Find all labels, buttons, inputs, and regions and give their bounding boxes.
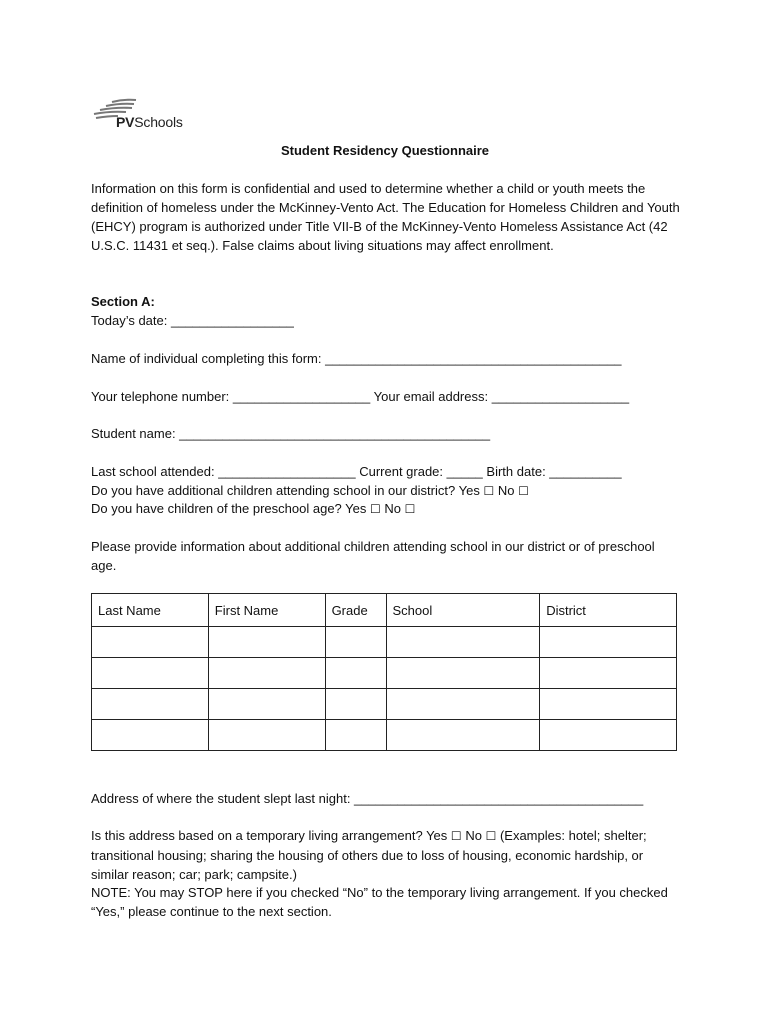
column-header-last-name: Last Name (92, 594, 209, 627)
school-info-line (91, 462, 691, 481)
no-checkbox[interactable]: ☐ (485, 829, 497, 843)
table-row (92, 627, 677, 658)
table-cell[interactable] (386, 689, 540, 720)
table-cell[interactable] (325, 720, 386, 751)
table-cell[interactable] (92, 689, 209, 720)
yes-option[interactable]: Yes ☐ (458, 483, 495, 498)
todays-date-field[interactable]: Today’s date: _________________ (91, 313, 294, 328)
pvschools-logo (92, 98, 192, 132)
section-a-heading: Section A: (91, 294, 155, 309)
yes-checkbox[interactable]: ☐ (483, 484, 495, 498)
last-school-field[interactable]: Last school attended: ___________________ (91, 464, 356, 479)
table-cell[interactable] (208, 658, 325, 689)
logo-text: PVSchools (116, 114, 183, 130)
preschool-question (91, 499, 691, 519)
table-row (92, 720, 677, 751)
additional-children-question (91, 481, 691, 501)
current-grade-field[interactable]: Current grade: _____ (359, 464, 483, 479)
no-option[interactable]: No ☐ (465, 828, 497, 843)
table-cell[interactable] (540, 658, 677, 689)
table-cell[interactable] (208, 689, 325, 720)
table-cell[interactable] (208, 627, 325, 658)
additional-children-table (91, 593, 677, 751)
table-cell[interactable] (540, 627, 677, 658)
student-name-field[interactable]: Student name: ___________________________________________ (91, 426, 491, 441)
table-intro: Please provide information about additional children attending school in our district or of preschool age. (91, 539, 655, 573)
column-header-first-name: First Name (208, 594, 325, 627)
no-checkbox[interactable]: ☐ (518, 484, 529, 498)
phone-field[interactable]: Your telephone number: ___________________ (91, 389, 371, 404)
yes-checkbox[interactable]: ☐ (450, 829, 462, 843)
table-cell[interactable] (540, 720, 677, 751)
page-title: Student Residency Questionnaire (280, 143, 490, 158)
table-cell[interactable] (386, 658, 540, 689)
table-cell[interactable] (92, 627, 209, 658)
contact-line (91, 387, 691, 406)
no-option[interactable]: No ☐ (497, 483, 529, 498)
table-cell[interactable] (325, 658, 386, 689)
table-header-row (92, 594, 677, 627)
yes-option[interactable]: Yes ☐ (426, 828, 462, 843)
column-header-school: School (386, 594, 540, 627)
column-header-district: District (540, 594, 677, 627)
no-option[interactable]: No ☐ (384, 501, 416, 516)
yes-option[interactable]: Yes ☐ (345, 501, 381, 516)
intro-paragraph: Information on this form is confidential and used to determine whether a child or youth meets the definition of homeless under the McKinney-Vento Act. The Education for Homeless Children and Youth (EHCY) program is authorized under Title VII-B of the McKinney-Vento Homeless Assistance Act (42 U.S.C. 11431 et seq.). False claims about living situations may affect enrollment. (91, 181, 680, 253)
address-slept-field[interactable]: Address of where the student slept last night: ________________________________________ (91, 791, 644, 806)
table-cell[interactable] (92, 658, 209, 689)
column-header-grade: Grade (325, 594, 386, 627)
table-cell[interactable] (386, 627, 540, 658)
table-cell[interactable] (540, 689, 677, 720)
no-checkbox[interactable]: ☐ (404, 502, 416, 516)
table-cell[interactable] (208, 720, 325, 751)
question-text: Do you have additional children attending school in our district? (91, 483, 456, 498)
temporary-arrangement-question (91, 826, 683, 884)
table-row (92, 658, 677, 689)
name-completing-field[interactable]: Name of individual completing this form: _________________________________________ (91, 351, 622, 366)
question-text: Is this address based on a temporary living arrangement? (91, 828, 423, 843)
table-cell[interactable] (386, 720, 540, 751)
question-text: Do you have children of the preschool age? (91, 501, 342, 516)
birth-date-field[interactable]: Birth date: __________ (486, 464, 622, 479)
email-field[interactable]: Your email address: ___________________ (373, 389, 630, 404)
stop-note: NOTE: You may STOP here if you checked “No” to the temporary living arrangement. If you checked “Yes,” please continue to the next section. (91, 885, 668, 919)
table-row (92, 689, 677, 720)
table-cell[interactable] (325, 627, 386, 658)
examples-text: (Examples: hotel; shelter; transitional housing; sharing the housing of others due to loss of housing, economic hardship, or similar reason; car; park; campsite.) (91, 828, 647, 882)
table-cell[interactable] (92, 720, 209, 751)
yes-checkbox[interactable]: ☐ (370, 502, 381, 516)
table-cell[interactable] (325, 689, 386, 720)
